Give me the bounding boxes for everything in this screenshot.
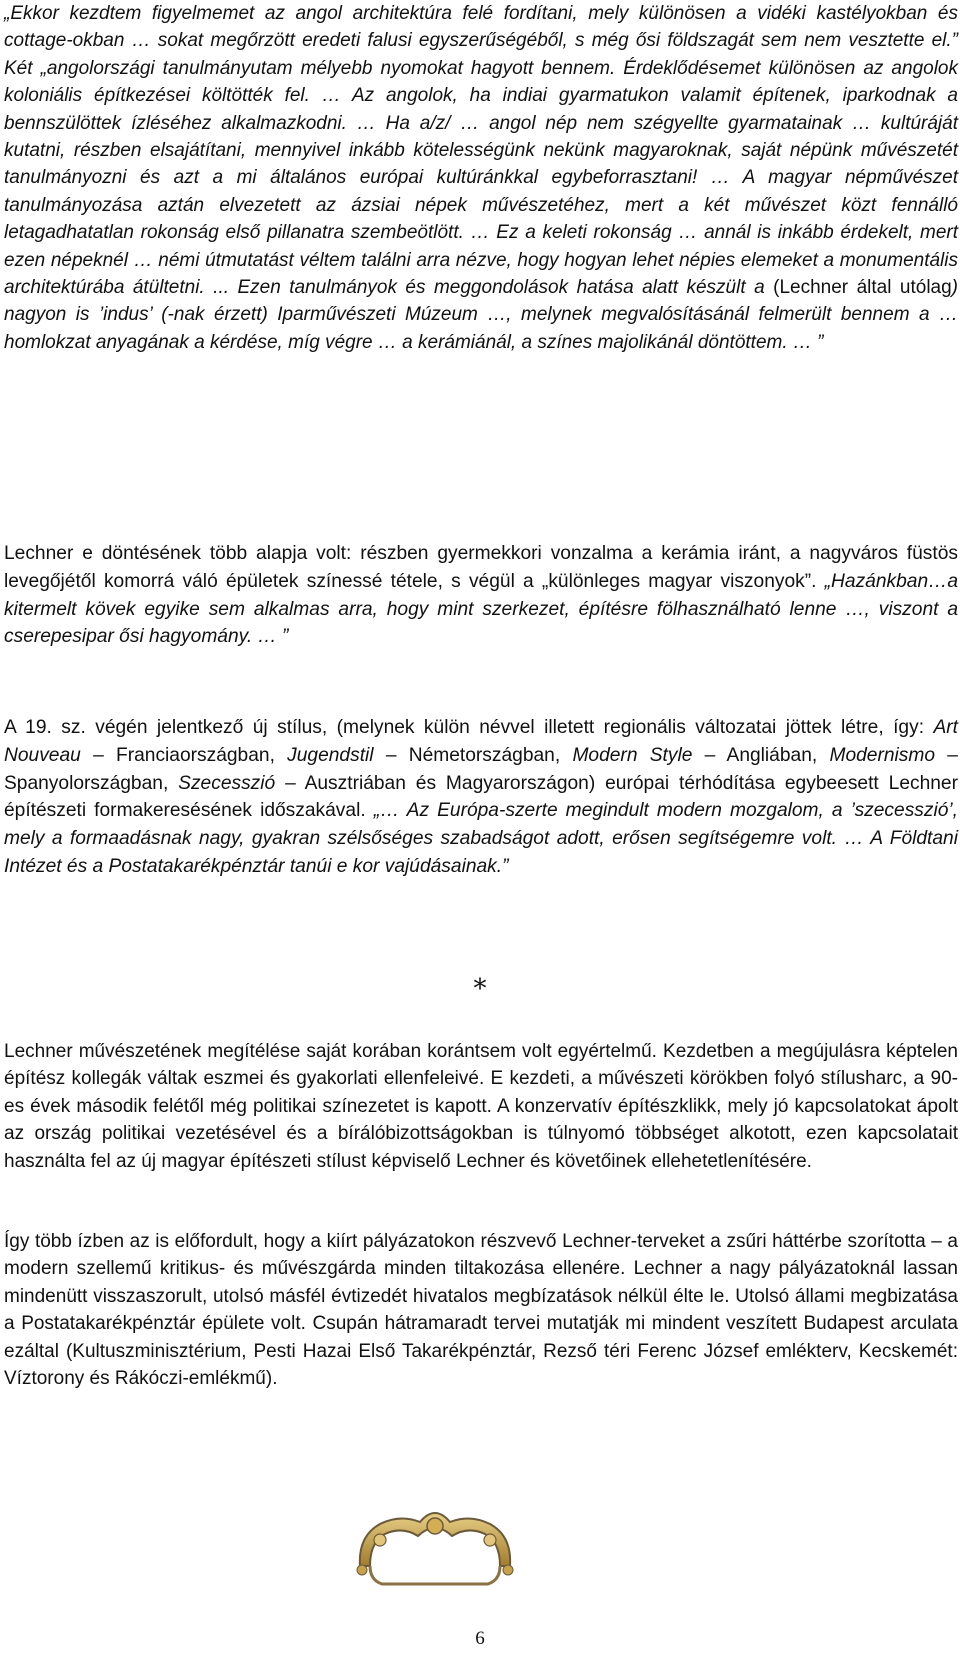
text-run: Így több ízben az is előfordult, hogy a kiírt pályázatokon részvevő Lechner-terveket a zsűri háttérbe szorította – a modern szellemű kritikus- és művészgárda minden tiltakozása ellenére. Lechner a nagy pályázatoknál lassan mindenütt visszaszorult, utolsó másfél évtizedét hivatalos megbízatások nélkül élte le. Utolsó állami megbizatása a Postatakarékpénztár épülete volt. Csupán hátramaradt tervei mutatják mi mindent veszített Budapest arculata ezáltal (Kultuszminisztérium, Pesti Hazai Első Takarékpénztár, Rezső téri Ferenc József emlékterv, Kecskemét: Víztorony és Rákóczi-emlékmű).: [4, 1231, 958, 1390]
text-run: Art Nouveau: [4, 717, 958, 766]
text-run: – Angliában,: [692, 744, 830, 766]
decorative-ceramic-ornament-icon: [340, 1496, 530, 1592]
text-run: – Spanyolországban,: [4, 744, 958, 794]
text-run: – Ausztriában és Magyarországon) európai térhódítása egybeesett Lechner építészeti formakeresésének időszakával.: [4, 772, 958, 822]
text-run: „Ekkor kezdtem figyelmemet az angol architektúra felé fordítani, mely különösen a vidéki kastélyokban és cottage-okban … sokat megőrzött eredeti falusi egyszerűségéből, s még ősi földszagát sem nem vesztette el.” Két „angolországi tanulmányutam mélyebb nyomokat hagyott bennem. Érdeklődésemet különösen az angolok koloniális építkezései költötték fel. … Az angolok, ha indiai gyarmatukon valamit építenek, iparkodnak a bennszülöttek ízléséhez alkalmazkodni. … Ha a/z/ … angol nép nem szégyellte gyarmatainak … kultúráját kutatni, részben elsajátítani, mennyivel inkább kötelességünk nekünk magyaroknak, saját népünk művészetét tanulmányozni és azt a mi általános európai kultúránkkal egybeforrasztani! … A magyar népművészet tanulmányozása aztán elvezetett az ázsiai népek művészetéhez, mert a két művészet közt fennálló letagadhatatlan rokonság első pillanatra szembeötlött. … Ez a keleti rokonság … annál is inkább érdekelt, mert ezen népeknél … némi útmutatást véltem találni arra nézve, hogy hogyan lehet népies elemeket a monumentális architektúrába átültetni. ... Ezen tanulmányok és meggondolások hatása alatt készült a: [4, 3, 958, 299]
text-run: Modernismo: [829, 744, 936, 766]
text-run: – Németországban,: [373, 744, 573, 766]
text-run: A 19. sz. végén jelentkező új stílus, (melynek külön névvel illetett regionális változatai jöttek létre, így:: [4, 717, 934, 738]
section-separator: *: [473, 974, 487, 1004]
paragraph-quote-lechner: [4, 0, 958, 356]
text-run: Szecesszió: [178, 772, 276, 794]
paragraph-reception: [4, 1038, 958, 1175]
text-run: Modern Style: [572, 744, 693, 766]
text-run: Lechner művészetének megítélése saját korában korántsem volt egyértelmű. Kezdetben a megújulásra képtelen építész kollegák váltak eszmei és gyakorlati ellenfeleivé. E kezdeti, a művészeti körökben folyó stílusharc, a 90-es évek második felétől még politikai színezetet is kapott. A konzervatív építészklikk, mely jó kapcsolatokat ápolt az ország politikai vezetésével és a bírálóbizottságokban is túlnyomó többséget alkotott, ezen kapcsolatait használta fel az új magyar építészeti stílust képviselő Lechner és követőinek ellehetetlenítésére.: [4, 1041, 958, 1172]
paragraph-secession-style: [4, 714, 958, 881]
text-run: ) nagyon is ’indus’ (-nak érzett) Iparművészeti Múzeum …, melynek megvalósításánál felmerült bennem a … homlokzat anyagának a kérdése, míg végre … a kerámiánál, a színes majolikánál döntöttem. … ”: [4, 277, 958, 353]
text-run: Lechner e döntésének több alapja volt: részben gyermekkori vonzalma a kerámia iránt, a nagyváros füstös levegőjétől komorrá váló épületek színessé tétele, s végül a „különleges magyar viszonyok”.: [4, 543, 958, 592]
text-run: „Hazánkban…a kitermelt kövek egyike sem alkalmas arra, hogy mint szerkezet, építésre fölhasználható lenne …, viszont a cserepesipar ősi hagyomány. … ”: [4, 570, 958, 648]
text-run: „… Az Európa-szerte megindult modern mozgalom, a ’szecesszió’, mely a formaadásnak nagy, gyakran szélsőséges szabadságot adott, erősen segítségemre volt. … A Földtani Intézet és a Postatakarékpénztár tanúi e kor vajúdásainak.”: [4, 800, 959, 877]
text-run: (Lechner által utólag: [773, 277, 952, 299]
text-run: Jugendstil: [287, 744, 374, 766]
paragraph-competitions: [4, 1228, 958, 1392]
paragraph-ceramics-decision: [4, 540, 958, 651]
text-run: – Franciaországban,: [80, 744, 288, 766]
page-number: 6: [475, 1628, 485, 1649]
